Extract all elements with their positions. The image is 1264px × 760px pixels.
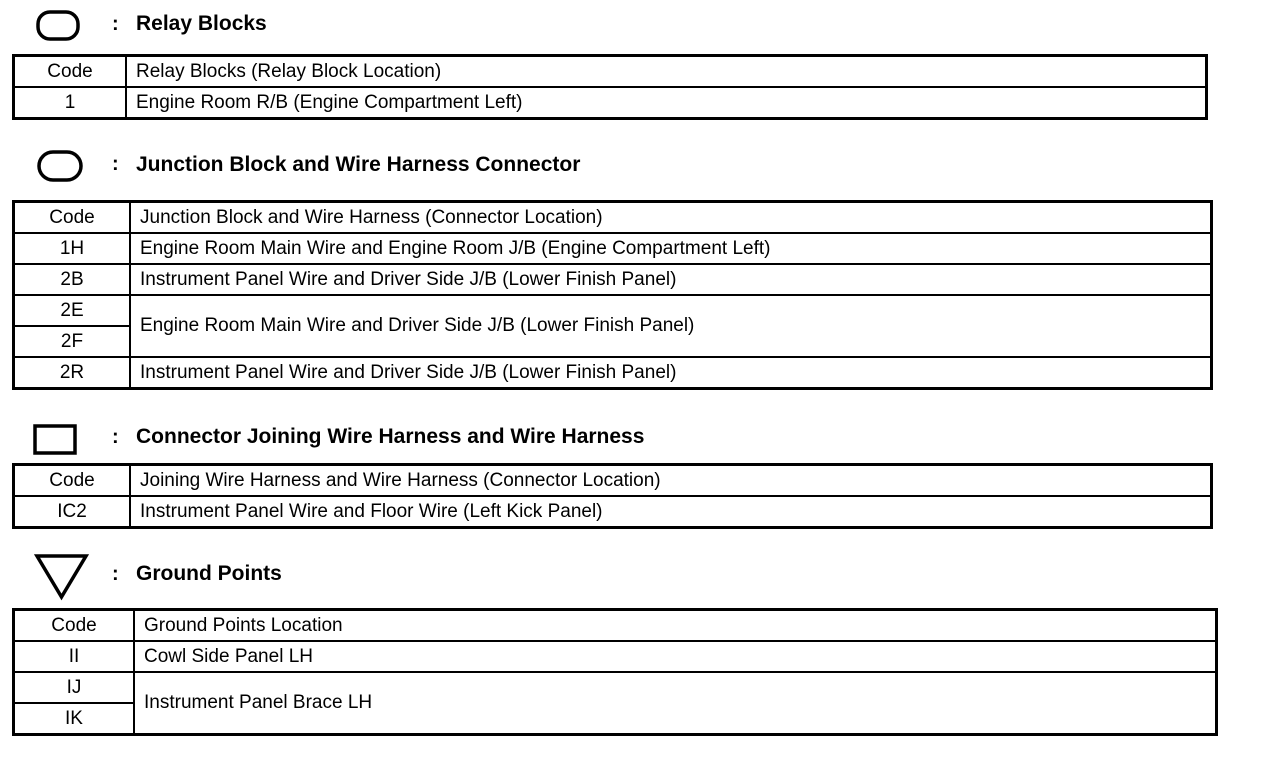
- table-header-row: [14, 56, 1207, 88]
- ground-points-table: [12, 608, 1218, 736]
- row-code: IC2: [14, 496, 131, 528]
- table-row: [14, 496, 1212, 528]
- section-title: Relay Blocks: [136, 12, 267, 35]
- header-code: Code: [14, 202, 131, 234]
- header-code: Code: [14, 610, 135, 642]
- header-code: Code: [14, 465, 131, 497]
- triangle-down-icon: [34, 554, 90, 602]
- row-desc: Instrument Panel Brace LH: [134, 672, 1217, 735]
- heading-colon: :: [112, 13, 119, 35]
- row-desc: Instrument Panel Wire and Floor Wire (Left Kick Panel): [130, 496, 1212, 528]
- header-desc: Relay Blocks (Relay Block Location): [126, 56, 1207, 88]
- heading-colon: :: [112, 563, 119, 585]
- row-code: 1H: [14, 233, 131, 264]
- table-row: [14, 672, 1217, 703]
- section-title: Ground Points: [136, 562, 282, 585]
- table-row: [14, 357, 1212, 389]
- table-header-row: [14, 202, 1212, 234]
- header-desc: Ground Points Location: [134, 610, 1217, 642]
- row-code: 2R: [14, 357, 131, 389]
- section-heading-junction-block: [0, 152, 800, 188]
- connector-joining-table: [12, 463, 1213, 529]
- row-desc: Engine Room R/B (Engine Compartment Left): [126, 87, 1207, 119]
- heading-colon: :: [112, 153, 119, 175]
- table-row: [14, 233, 1212, 264]
- table-row: [14, 87, 1207, 119]
- row-code: 2B: [14, 264, 131, 295]
- rounded-rectangle-icon: [36, 10, 82, 44]
- header-code: Code: [14, 56, 127, 88]
- row-code: 2F: [14, 326, 131, 357]
- header-desc: Junction Block and Wire Harness (Connector Location): [130, 202, 1212, 234]
- row-desc: Engine Room Main Wire and Engine Room J/B (Engine Compartment Left): [130, 233, 1212, 264]
- table-header-row: [14, 465, 1212, 497]
- junction-block-table: [12, 200, 1213, 390]
- heading-colon: :: [112, 426, 119, 448]
- row-code: II: [14, 641, 135, 672]
- section-title: Connector Joining Wire Harness and Wire Harness: [136, 425, 645, 448]
- table-row: [14, 264, 1212, 295]
- row-code: 1: [14, 87, 127, 119]
- row-code: IK: [14, 703, 135, 735]
- section-heading-ground-points: [0, 554, 700, 602]
- row-desc: Instrument Panel Wire and Driver Side J/B (Lower Finish Panel): [130, 264, 1212, 295]
- row-desc: Engine Room Main Wire and Driver Side J/B (Lower Finish Panel): [130, 295, 1212, 357]
- row-code: IJ: [14, 672, 135, 703]
- table-row: [14, 295, 1212, 326]
- relay-blocks-table: [12, 54, 1208, 120]
- row-desc: Instrument Panel Wire and Driver Side J/B (Lower Finish Panel): [130, 357, 1212, 389]
- section-heading-relay-blocks: [0, 10, 700, 46]
- section-heading-connector-joining: [0, 424, 900, 460]
- row-code: 2E: [14, 295, 131, 326]
- header-desc: Joining Wire Harness and Wire Harness (Connector Location): [130, 465, 1212, 497]
- row-desc: Cowl Side Panel LH: [134, 641, 1217, 672]
- table-row: [14, 641, 1217, 672]
- oval-icon: [36, 150, 86, 186]
- table-header-row: [14, 610, 1217, 642]
- rectangle-icon: [32, 424, 80, 458]
- section-title: Junction Block and Wire Harness Connector: [136, 153, 581, 176]
